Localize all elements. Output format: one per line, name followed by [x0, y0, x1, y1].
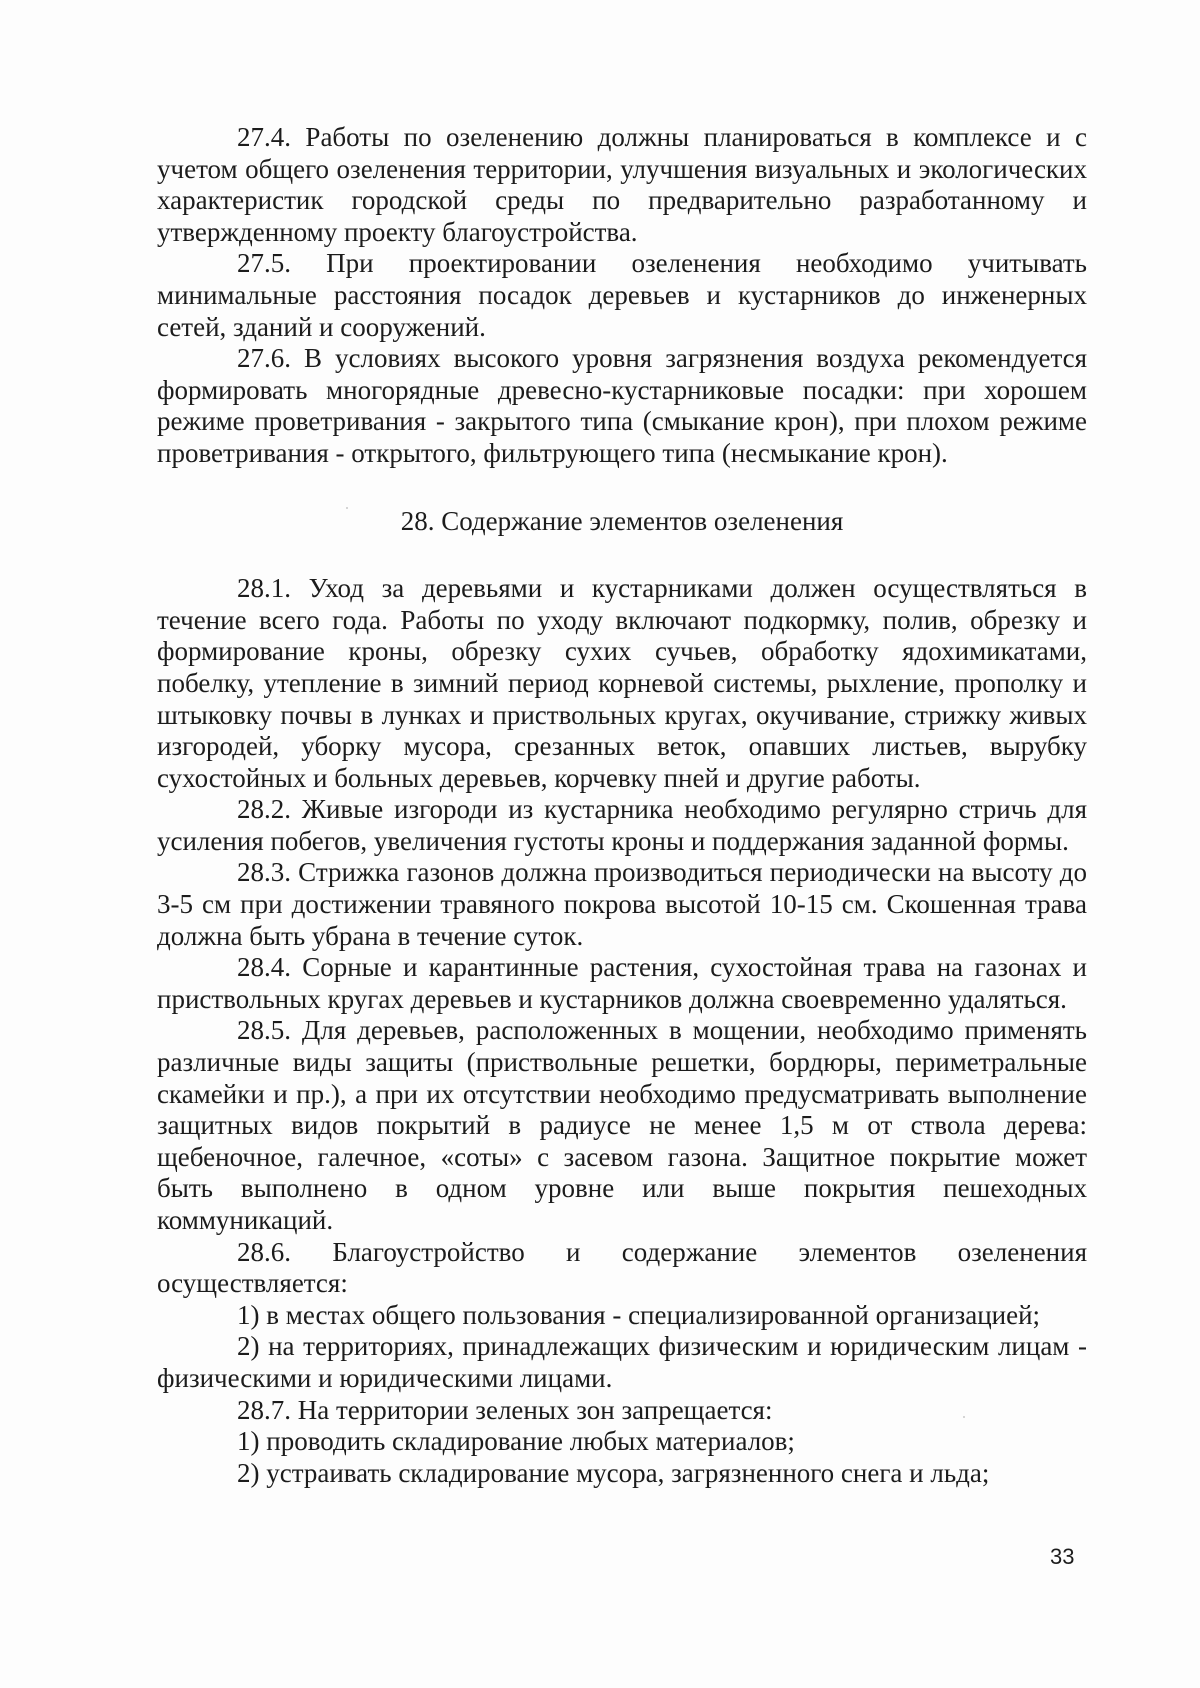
paragraph-28-7: 28.7. На территории зеленых зон запрещается:	[237, 1394, 773, 1425]
paragraph-27-6: 27.6. В условиях высокого уровня загрязнения воздуха рекомендуется формировать многорядные древесно-кустарниковые посадки: при хорошем режиме проветривания - закрытого типа (смыкание крон), при плохом режиме проветривания - открытого, фильтрующего типа (несмыкание крон).	[157, 343, 1087, 468]
list-item-28-7-1: 1) проводить складирование любых материалов;	[237, 1426, 795, 1457]
paragraph-28-4: 28.4. Сорные и карантинные растения, сухостойная трава на газонах и приствольных кругах деревьев и кустарников должна своевременно удаляться.	[157, 952, 1087, 1014]
paragraph-27-5: 27.5. При проектировании озеленения необходимо учитывать минимальные расстояния посадок деревьев и кустарников до инженерных сетей, зданий и сооружений.	[157, 248, 1087, 342]
list-item-28-6-2: 2) на территориях, принадлежащих физическим и юридическим лицам - физическими и юридическими лицами.	[157, 1331, 1087, 1393]
document-body	[157, 122, 1087, 1489]
section-heading: 28. Содержание элементов озеленения	[400, 505, 844, 536]
list-item-28-7-2: 2) устраивать складирование мусора, загрязненного снега и льда;	[237, 1457, 990, 1488]
paragraph-27-4: 27.4. Работы по озеленению должны планироваться в комплексе и с учетом общего озеленения территории, улучшения визуальных и экологических характеристик городской среды по предварительно разработанному и утвержденному проекту благоустройства.	[157, 122, 1087, 247]
page-number: 33	[1050, 1544, 1075, 1569]
list-item-28-6-1: 1) в местах общего пользования - специализированной организацией;	[237, 1299, 1041, 1330]
paragraph-28-5: 28.5. Для деревьев, расположенных в мощении, необходимо применять различные виды защиты (приствольные решетки, бордюры, периметральные скамейки и пр.), а при их отсутствии необходимо предусматривать выполнение защитных видов покрытий в радиусе не менее 1,5 м от ствола дерева: щебеночное, галечное, «соты» с засевом газона. Защитное покрытие может быть выполнено в одном уровне или выше покрытия пешеходных коммуникаций.	[157, 1015, 1087, 1235]
paragraph-28-6: 28.6. Благоустройство и содержание элементов озеленения осуществляется:	[157, 1236, 1087, 1299]
paragraph-28-3: 28.3. Стрижка газонов должна производиться периодически на высоту до 3-5 см при достижении травяного покрова высотой 10-15 см. Скошенная трава должна быть убрана в течение суток.	[157, 857, 1087, 951]
paragraph-28-2: 28.2. Живые изгороди из кустарника необходимо регулярно стричь для усиления побегов, увеличения густоты кроны и поддержания заданной формы.	[157, 794, 1087, 856]
paragraph-28-1: 28.1. Уход за деревьями и кустарниками должен осуществляться в течение всего года. Работы по уходу включают подкормку, полив, обрезку и формирование кроны, обрезку сухих сучьев, обработку ядохимикатами, побелку, утепление в зимний период корневой системы, рыхление, прополку и штыковку почвы в лунках и приствольных кругах, окучивание, стрижку живых изгородей, уборку мусора, срезанных веток, опавших листьев, вырубку сухостойных и больных деревьев, корчевку пней и другие работы.	[157, 573, 1087, 793]
